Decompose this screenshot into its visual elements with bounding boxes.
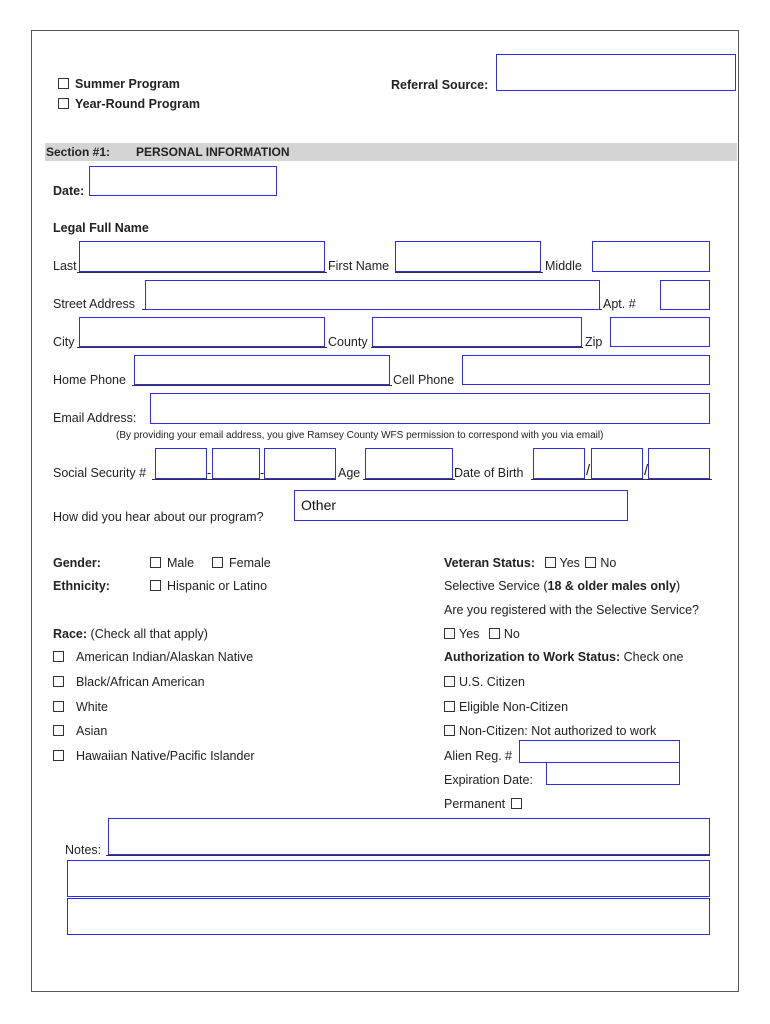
legal-name-heading: Legal Full Name [53,221,149,235]
notes-field-line3[interactable] [67,898,710,935]
age-underline [363,479,455,480]
work-auth-option-label: Non-Citizen: Not authorized to work [459,724,657,738]
dob-slash-1: / [586,462,591,479]
gender-male-option[interactable] [150,556,194,570]
first-name-underline [395,272,543,273]
gender-male-checkbox[interactable] [150,557,161,568]
race-option-label: Asian [76,724,108,738]
ssn-dash-1: - [207,466,212,480]
permanent-checkbox[interactable] [511,798,522,809]
selective-service-label-pre: Selective Service ( [444,579,548,593]
gender-female-option[interactable] [212,556,271,570]
street-address-label: Street Address [53,297,135,311]
first-name-label: First Name [328,259,390,273]
ethnicity-hispanic-label: Hispanic or Latino [167,579,268,593]
email-label: Email Address: [53,411,137,425]
race-checkbox[interactable] [53,750,64,761]
home-phone-underline [132,385,392,386]
summer-program-option[interactable] [58,77,180,91]
zip-label: Zip [585,335,603,349]
cell-phone-field[interactable] [462,355,710,385]
race-label: Race: [53,627,88,641]
date-label: Date: [53,184,85,198]
last-name-underline [77,272,327,273]
ssn-part2-field[interactable] [212,448,260,479]
ssn-dash-2: - [260,466,265,480]
race-option-label: Black/African American [76,675,205,689]
notes-label: Notes: [65,843,102,857]
email-consent-note: (By providing your email address, you give Ramsey County WFS permission to correspond with you via email) [116,430,604,441]
last-name-label: Last [53,259,77,273]
veteran-yes-label: Yes [559,556,580,570]
race-checkbox[interactable] [53,725,64,736]
dob-year-field[interactable] [648,448,710,479]
ssn-part1-field[interactable] [155,448,207,479]
race-option-5[interactable] [53,749,255,763]
ssn-underline [152,479,336,480]
dob-slash-2: / [644,462,649,479]
age-field[interactable] [365,448,453,479]
summer-program-checkbox[interactable] [58,78,69,89]
race-option-4[interactable] [53,724,107,738]
selective-service-answer-row [444,627,520,641]
veteran-no-label: No [600,556,617,570]
race-option-label: American Indian/Alaskan Native [76,650,254,664]
hear-about-field[interactable] [294,490,628,521]
cell-phone-label: Cell Phone [393,373,455,387]
selective-service-no-checkbox[interactable] [489,628,500,639]
ethnicity-hispanic-option[interactable] [150,579,267,593]
selective-service-yes-label: Yes [459,627,480,641]
section-title: PERSONAL INFORMATION [136,145,290,159]
county-label: County [328,335,368,349]
ethnicity-label: Ethnicity: [53,579,110,593]
race-option-2[interactable] [53,675,205,689]
work-auth-checkbox[interactable] [444,676,455,687]
work-auth-option-label: Eligible Non-Citizen [459,700,569,714]
first-name-field[interactable] [395,241,541,272]
race-hint: (Check all that apply) [90,627,208,641]
work-auth-heading [444,650,683,664]
referral-source-label: Referral Source: [391,78,489,92]
race-checkbox[interactable] [53,701,64,712]
work-auth-option-label: U.S. Citizen [459,675,525,689]
middle-name-label: Middle [545,259,582,273]
home-phone-label: Home Phone [53,373,126,387]
dob-day-field[interactable] [591,448,643,479]
gender-female-label: Female [229,556,271,570]
alien-reg-field[interactable] [519,740,680,763]
selective-service-heading [444,579,680,593]
selective-service-no-label: No [503,627,520,641]
city-field[interactable] [79,317,325,347]
work-auth-checkbox[interactable] [444,725,455,736]
permanent-option[interactable] [444,797,528,811]
ssn-label: Social Security # [53,466,147,480]
year-round-program-option[interactable] [58,97,200,111]
dob-underline [531,479,712,480]
race-option-1[interactable] [53,650,253,664]
middle-name-field[interactable] [592,241,710,272]
date-field[interactable] [89,166,277,196]
permanent-label: Permanent [444,797,506,811]
year-round-program-checkbox[interactable] [58,98,69,109]
county-underline [371,347,583,348]
gender-female-checkbox[interactable] [212,557,223,568]
county-field[interactable] [372,317,582,347]
city-label: City [53,335,75,349]
home-phone-field[interactable] [134,355,390,385]
notes-field-line1[interactable] [108,818,710,855]
dob-label: Date of Birth [454,466,524,480]
email-field[interactable] [150,393,710,424]
referral-source-field[interactable] [496,54,736,91]
gender-label: Gender: [53,556,101,570]
work-auth-option-2[interactable] [444,700,568,714]
veteran-status-label: Veteran Status: [444,556,536,570]
selective-service-yes-checkbox[interactable] [444,628,455,639]
zip-field[interactable] [610,317,710,347]
work-auth-label: Authorization to Work Status: [444,650,621,664]
work-auth-checkbox[interactable] [444,701,455,712]
city-underline [77,347,327,348]
race-heading [53,627,208,641]
work-auth-option-1[interactable] [444,675,525,689]
summer-program-label: Summer Program [75,77,180,91]
veteran-no-checkbox[interactable] [585,557,596,568]
veteran-status-row [444,556,616,570]
race-option-label: Hawaiian Native/Pacific Islander [76,749,255,763]
dob-month-field[interactable] [533,448,585,479]
alien-reg-label: Alien Reg. # [444,749,513,763]
work-auth-option-3[interactable] [444,724,656,738]
apt-field[interactable] [660,280,710,310]
work-auth-hint: Check one [623,650,684,664]
race-checkbox[interactable] [53,651,64,662]
race-option-label: White [76,700,108,714]
selective-service-label-bold: 18 & older males only [547,579,677,593]
street-address-field[interactable] [145,280,600,310]
section-number: Section #1: [46,145,111,159]
year-round-program-label: Year-Round Program [75,97,201,111]
selective-service-label-post: ) [676,579,681,593]
expiration-date-field[interactable] [546,762,680,785]
last-name-field[interactable] [79,241,325,272]
ssn-part3-field[interactable] [264,448,336,479]
ethnicity-hispanic-checkbox[interactable] [150,580,161,591]
hear-about-value: Other [301,497,337,513]
hear-about-label: How did you hear about our program? [53,510,264,524]
apt-label: Apt. # [603,297,636,311]
notes-underline [106,855,710,856]
expiration-date-label: Expiration Date: [444,773,533,787]
race-option-3[interactable] [53,700,108,714]
veteran-yes-checkbox[interactable] [545,557,556,568]
age-label: Age [338,466,361,480]
race-checkbox[interactable] [53,676,64,687]
gender-male-label: Male [167,556,195,570]
notes-field-line2[interactable] [67,860,710,897]
selective-service-question: Are you registered with the Selective Service? [444,603,699,617]
